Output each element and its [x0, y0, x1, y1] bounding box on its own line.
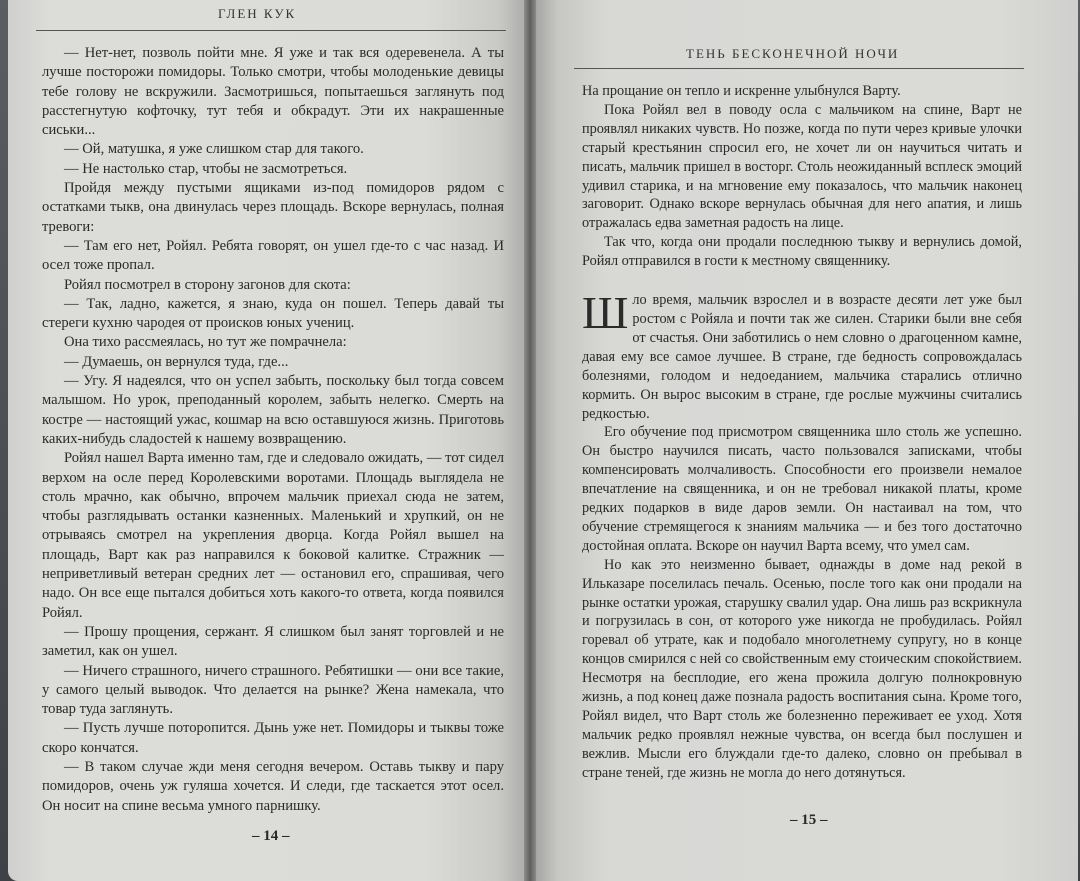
paragraph: — Ничего страшного, ничего страшного. Ребятишки — они все такие, у самого целый выводок. Что делается на рынке? Жена намекала, что товар туда заглянуть. [42, 662, 504, 718]
left-running-head: ГЛЕН КУК [218, 6, 297, 21]
right-page-text [582, 82, 1022, 783]
paragraph: — В таком случае жди меня сегодня вечером. Оставь тыкву и пару помидоров, очень уж гуляша хочется. И следи, где таскается этот осел. Он носит на спине весьма умного парнишку. [42, 758, 504, 814]
paragraph: — Нет-нет, позволь пойти мне. Я уже и так вся одеревенела. А ты лучше посторожи помидоры. Только смотри, чтобы молоденькие девицы тебе голову не вскружили. Засмотришься, попытаешься заглянуть под расстегнутую кофточку, тут тебя и обкрадут. Эти их накрашенные сиськи... [42, 45, 504, 139]
paragraph: — Думаешь, он вернулся туда, где... [64, 353, 289, 370]
paragraph: Его обучение под присмотром священника шло столь же успешно. Он быстро научился писать, часто пользовался записками, чтобы компенсировать молчаливость. Способности его произвели немалое впечатление на священника, и он не требовал никакой платы, кроме редких подарков в виде даров земли. Он настаивал на том, что обучение стремящегося к знаниям мальчика — и без того достаточно достойная оплата. Вскоре он научил Варта всему, что умел сам. [582, 424, 1022, 554]
right-page-number: – 15 – [790, 812, 828, 828]
paragraph: — Ой, матушка, я уже слишком стар для такого. [64, 141, 364, 158]
paragraph: — Пусть лучше поторопится. Дынь уже нет. Помидоры и тыквы тоже скоро кончатся. [42, 720, 504, 756]
right-header-rule [574, 68, 1024, 69]
paragraph: Ройял нашел Варта именно там, где и следовало ожидать, — тот сидел верхом на осле перед Королевскими воротами. Площадь выглядела не столь мрачно, как обычно, впрочем мальчик приехал сюда не затем, чтобы разглядывать останки казненных. Маленький и хрупкий, он не отрываясь смотрел на укрепления дворца. Когда Ройял вышел на площадь, Варт как раз направился к боковой калитке. Стражник — неприветливый ветеран средних лет — остановил его, спрашивая, чего надо. Он все еще пытался добиться хоть какого-то ответа, когда появился Ройял. [42, 450, 504, 621]
paragraph: Пройдя между пустыми ящиками из-под помидоров рядом с остатками тыкв, она двинулась через площадь. Вскоре вернулась, полная тревоги: [42, 180, 504, 235]
paragraph: Ройял посмотрел в сторону загонов для скота: [64, 276, 351, 293]
paragraph: Пока Ройял вел в поводу осла с мальчиком на спине, Варт не проявлял никаких чувств. Но позже, когда по пути через кривые улочки старый крестьянин спросил его, не хочет ли он научиться читать и писать, мальчик пришел в восторг. Столь неожиданный всплеск эмоций удивил старика, и на мгновение ему показалось, что мальчик наконец заговорит. Однако вскоре вернулась обычная для него апатия, и лишь отражалась едва заметная радость на лице. [582, 101, 1022, 232]
paragraph: — Не настолько стар, чтобы не засмотреться. [64, 160, 348, 177]
paragraph: Так что, когда они продали последнюю тыкву и вернулись домой, Ройял отправился в гости к местному священнику. [582, 234, 1022, 270]
dropcap-paragraph-text: ло время, мальчик взрослел и в возрасте десяти лет уже был ростом с Ройяла и почти так же силен. Старики были вне себя от счастья. Они заботились о нем словно о драгоценном камне, давая ему все самое лучшее. В стране, где бедность сопровождалась болезнями, голодом и недоеданием, мальчика старались отлично кормить. Он вырос высоким в стране, где рослые мужчины считались редкостью. [582, 292, 1022, 422]
paragraph: — Там его нет, Ройял. Ребята говорят, он ушел где-то с час назад. И осел тоже пропал. [42, 237, 504, 274]
left-page-number: – 14 – [252, 828, 290, 844]
drop-cap-letter: Ш [582, 287, 629, 339]
left-header-rule [36, 30, 506, 31]
paragraph: Но как это неизменно бывает, однажды в доме над рекой в Ильказаре поселилась печаль. Осенью, после того как они продали на рынке остатки урожая, старушку свалил удар. Она лишь раз вскрикнула и погрузилась в сон, от которого уже никогда не пробудилась. Ройял горевал об утрате, как и подобало многолетнему супругу, но в конце концов смирился с ней со свойственным ему стоическим спокойствием. Несмотря на бесплодие, его жена прожила долгую полнокровную жизнь, а под конец даже познала радость воспитания сына. Кроме того, Ройял видел, что Варт столь же болезненно переживает ее уход. Хотя мальчик редко проявлял нежные чувства, он всегда был послушен и вежлив. Мысли его блуждали где-то далеко, словно он пребывал в стране теней, где жизнь не могла до него дотянуться. [582, 556, 1022, 781]
paragraph: Она тихо рассмеялась, но тут же помрачнела: [64, 334, 347, 351]
paragraph: — Так, ладно, кажется, я знаю, куда он пошел. Теперь давай ты стереги кухню чародея от происков юных учениц. [42, 295, 504, 332]
left-page-text [42, 44, 504, 816]
paragraph: — Прошу прощения, сержант. Я слишком был занят торговлей и не заметил, как он ушел. [42, 623, 504, 660]
paragraph: На прощание он тепло и искренне улыбнулся Варту. [582, 83, 901, 99]
book-gutter [524, 0, 536, 881]
dropcap-paragraph [582, 287, 1022, 423]
right-running-head: ТЕНЬ БЕСКОНЕЧНОЙ НОЧИ [686, 46, 900, 61]
paragraph: — Угу. Я надеялся, что он успел забыть, поскольку был тогда совсем малышом. Но урок, преподанный королем, забыть нелегко. Смерть на костре — настоящий ужас, кошмар на всю оставшуюся жизнь. Приготовь каких-нибудь сладостей к нашему возвращению. [42, 373, 504, 447]
